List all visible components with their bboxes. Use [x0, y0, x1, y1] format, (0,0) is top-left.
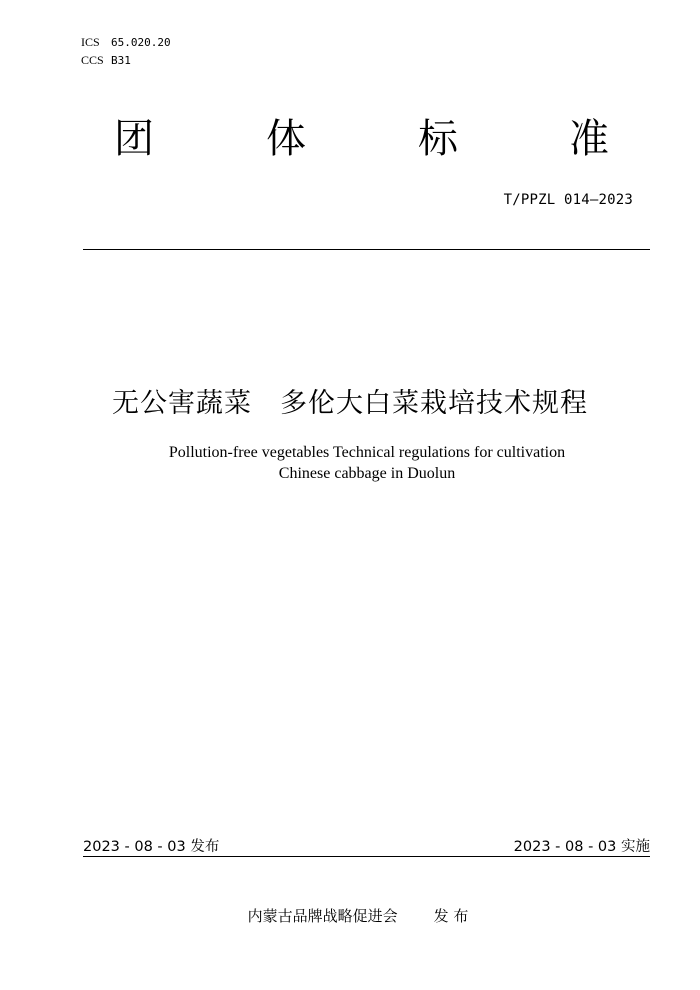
- title-english-line-1: Pollution-free vegetables Technical regulations for cultivation: [168, 444, 566, 461]
- top-divider: [83, 249, 650, 250]
- standard-code: T/PPZL 014—2023: [503, 192, 633, 208]
- title-english-line-2: Chinese cabbage in Duolun: [278, 465, 456, 482]
- title-english: [0, 442, 700, 484]
- issuer-action: 发 布: [433, 907, 469, 925]
- ics-value: 65.020.20: [111, 36, 171, 49]
- ccs-label: CCS: [81, 53, 104, 67]
- standard-type-char-4: 准: [569, 116, 609, 162]
- ics-label: ICS: [81, 35, 100, 49]
- ics-line: [81, 35, 171, 50]
- publish-date: 2023 - 08 - 03 发布: [83, 839, 220, 855]
- bottom-divider: [83, 856, 650, 857]
- standard-type-char-3: 标: [418, 116, 458, 162]
- standard-type-char-2: 体: [266, 116, 306, 162]
- ccs-value: B31: [111, 54, 131, 67]
- standard-type-char-1: 团: [114, 116, 154, 162]
- issuer-org: 内蒙古品牌战略促进会: [247, 907, 398, 925]
- title-chinese: 无公害蔬菜 多伦大白菜栽培技术规程: [112, 388, 588, 419]
- issuer-line: [0, 905, 700, 926]
- implement-date: 2023 - 08 - 03 实施: [513, 839, 650, 855]
- ccs-line: [81, 53, 131, 68]
